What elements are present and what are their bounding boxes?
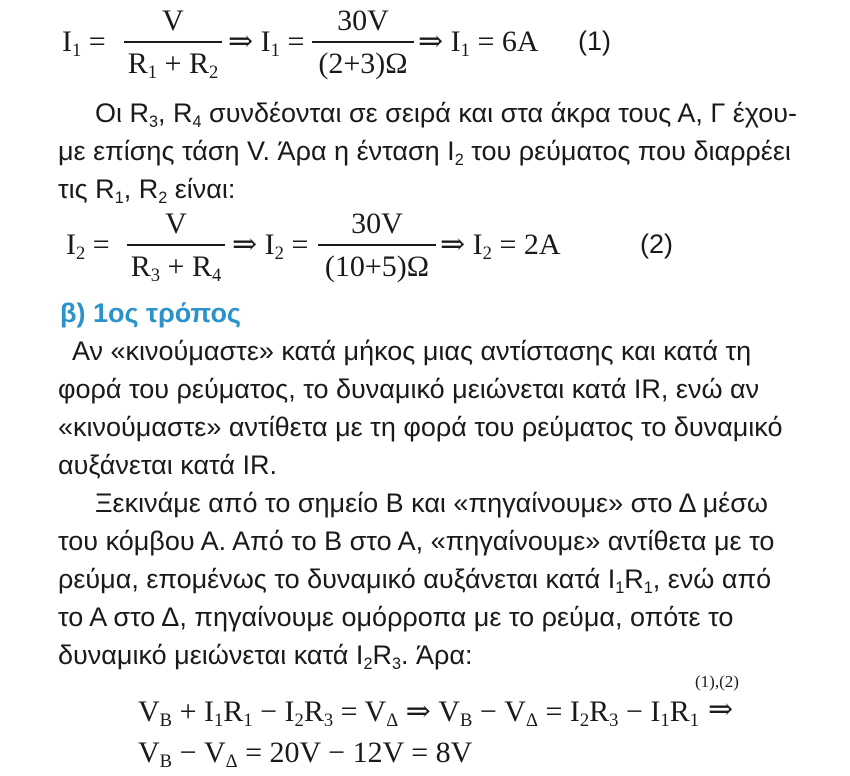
para1-line1: Οι $R_3$, $R_4$ συνδέονται σε σειρά και στα άκρα τους Α, Γ έχου- [95,98,797,131]
eq1-fraction-2: 30V (2+3)Ω [312,6,414,79]
eq2-fraction-1: V $R_3 + R_4$ [127,209,225,286]
equation-3-arrow-label: (1),(2) [695,672,739,691]
section-heading: β) 1ος τρόπος [60,298,241,328]
equation-3: $V_B + I_1R_1 - I_2R_3 = V_\Delta$ ⇒ $V_B - V_\Delta = I_2R_3 - I_1R_1$ [138,695,699,732]
eq2-mid: ⇒ $I_2$ = [232,228,309,265]
para2-line2: φορά του ρεύματος, το δυναμικό μειώνεται κατά IR, ενώ αν [58,374,760,404]
para3-line3: ρεύμα, επομένως το δυναμικό αυξάνεται κατά $I_1R_1$, ενώ από [58,564,772,597]
para1-line2: με επίσης τάση V. Άρα η ένταση $I_2$ του ρεύματος που διαρρέει [58,136,791,169]
eq1-result: ⇒ $I_1 = 6A$ [418,25,539,62]
para2-line1: Αν «κινούμαστε» κατά μήκος μιας αντίστασης και κατά τη [72,336,752,366]
para3-line2: του κόμβου Α. Από το Β στο Α, «πηγαίνουμε» αντίθετα με το [58,526,775,556]
para3-line4: το Α στο Δ, πηγαίνουμε ομόρροπα με το ρεύμα, οπότε το [58,602,734,632]
eq1-lhs: $I_1$ = [62,25,106,62]
equation-4: $V_B - V_\Delta = 20V - 12V = 8V$ [138,736,473,773]
eq2-number: (2) [640,229,673,259]
para1-line3: τις $R_1$, $R_2$ είναι: [58,174,236,207]
para2-line3: «κινούμαστε» αντίθετα με τη φορά του ρεύματος το δυναμικό [58,412,783,442]
eq2-fraction-2: 30V (10+5)Ω [318,209,436,282]
eq1-fraction-1: V $R_1 + R_2$ [124,6,222,83]
para2-line4: αυξάνεται κατά IR. [58,450,277,480]
equation-3-arrow: ⇒ [708,693,734,726]
eq2-lhs: $I_2$ = [66,228,110,265]
eq1-number: (1) [578,26,611,56]
para3-line1: Ξεκινάμε από το σημείο Β και «πηγαίνουμε» στο Δ μέσω [95,488,768,518]
eq1-mid: ⇒ $I_1$ = [228,25,305,62]
eq2-result: ⇒ $I_2 = 2A$ [440,228,561,265]
para3-line5: δυναμικό μειώνεται κατά $I_2R_3$. Άρα: [58,640,473,673]
